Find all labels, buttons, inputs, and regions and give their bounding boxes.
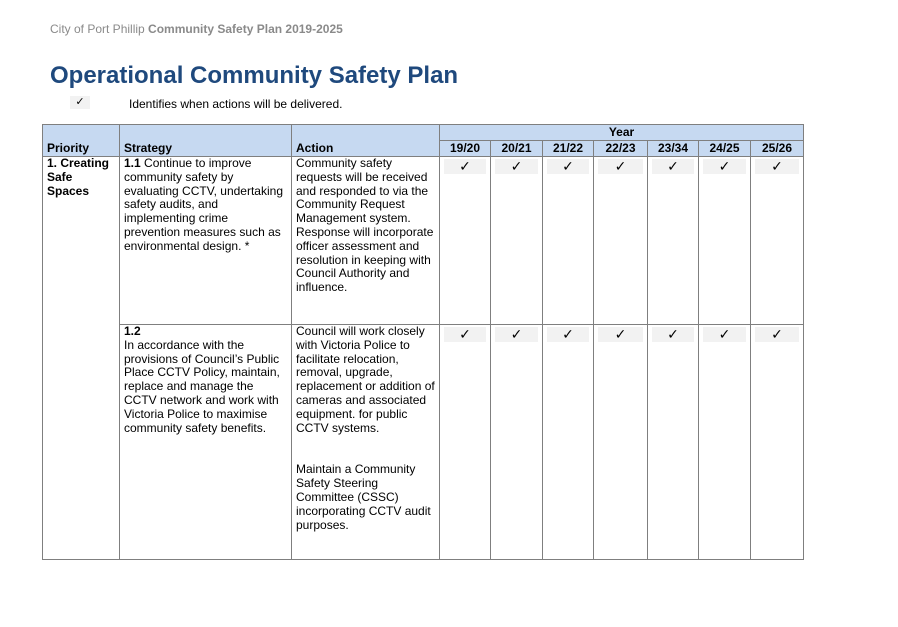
- check-icon: ✓: [547, 327, 589, 342]
- delivery-cell: [699, 325, 751, 560]
- priority-cell: [43, 157, 120, 560]
- year-header: 19/20: [440, 141, 491, 157]
- check-icon: ✓: [495, 159, 538, 174]
- delivery-cell: [440, 157, 491, 325]
- delivery-cell: [440, 325, 491, 560]
- check-icon: ✓: [755, 159, 799, 174]
- check-icon: ✓: [444, 159, 486, 174]
- action-text: Council will work closely with Victoria Police to facilitate relocation, removal, upgrade, replacement or addition of cameras and associated equipment. for public CCTV systems.: [296, 324, 435, 435]
- check-icon: ✓: [598, 159, 643, 174]
- year-header: 23/34: [648, 141, 699, 157]
- check-icon: ✓: [755, 327, 799, 342]
- delivery-cell: [751, 157, 804, 325]
- header-action: Action: [292, 125, 440, 157]
- action-text: Community safety requests will be received and responded to via the Community Request Management system. Response will incorporate officer assessment and resolution in keeping with Council Authority and influence.: [296, 156, 434, 295]
- strategy-cell: [120, 325, 292, 560]
- check-icon: ✓: [444, 327, 486, 342]
- page-title: Operational Community Safety Plan: [50, 62, 459, 89]
- year-header: 24/25: [699, 141, 751, 157]
- delivery-cell: [648, 325, 699, 560]
- year-header: 20/21: [491, 141, 543, 157]
- delivery-cell: [699, 157, 751, 325]
- table-row: [43, 325, 804, 560]
- year-header: 25/26: [751, 141, 804, 157]
- table-row: [43, 157, 804, 325]
- check-icon: ✓: [495, 327, 538, 342]
- delivery-cell: [543, 157, 594, 325]
- strategy-cell: [120, 157, 292, 325]
- check-icon: ✓: [703, 327, 746, 342]
- header-year: Year: [440, 125, 804, 141]
- safety-plan-table: [42, 124, 804, 560]
- action-cell: [292, 325, 440, 560]
- delivery-cell: [751, 325, 804, 560]
- delivery-cell: [491, 157, 543, 325]
- header-org: City of Port Phillip: [50, 22, 145, 36]
- header-strategy: Strategy: [120, 125, 292, 157]
- delivery-cell: [648, 157, 699, 325]
- check-icon: ✓: [598, 327, 643, 342]
- check-icon: ✓: [70, 96, 90, 109]
- check-icon: ✓: [652, 327, 694, 342]
- delivery-cell: [543, 325, 594, 560]
- header-priority: Priority: [43, 125, 120, 157]
- legend-text: Identifies when actions will be delivered.: [129, 97, 343, 111]
- strategy-code: 1.2: [124, 324, 141, 338]
- strategy-code: 1.1: [124, 156, 141, 170]
- delivery-cell: [594, 325, 648, 560]
- strategy-text: Continue to improve community safety by evaluating CCTV, undertaking safety audits, and implementing crime prevention measures such as environmental design. *: [124, 156, 283, 253]
- action-cell: [292, 157, 440, 325]
- check-icon: ✓: [652, 159, 694, 174]
- strategy-text: In accordance with the provisions of Council’s Public Place CCTV Policy, maintain, replace and manage the CCTV network and work with Victoria Police to maximise community safety benefits.: [124, 337, 280, 435]
- year-header: 21/22: [543, 141, 594, 157]
- running-header: [50, 22, 343, 36]
- action-text: Maintain a Community Safety Steering Committee (CSSC) incorporating CCTV audit purposes.: [296, 462, 431, 532]
- header-doc-title: Community Safety Plan 2019-2025: [148, 22, 343, 36]
- check-icon: ✓: [547, 159, 589, 174]
- priority-label: 1. Creating Safe Spaces: [47, 156, 110, 198]
- delivery-cell: [491, 325, 543, 560]
- delivery-cell: [594, 157, 648, 325]
- check-icon: ✓: [703, 159, 746, 174]
- year-header: 22/23: [594, 141, 648, 157]
